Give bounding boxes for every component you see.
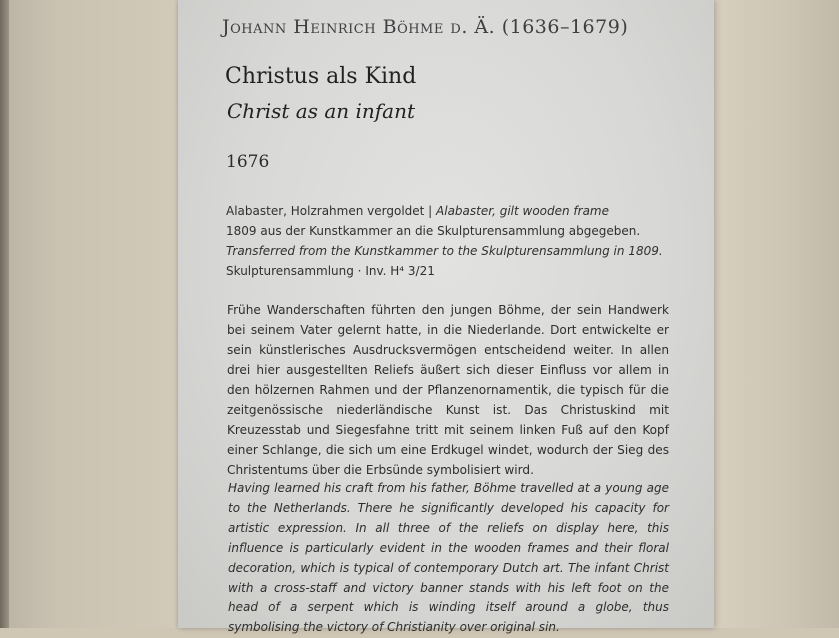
material-german: Alabaster, Holzrahmen vergoldet | <box>226 204 437 218</box>
inventory-number: Skulpturensammlung · Inv. H⁴ 3/21 <box>226 264 435 278</box>
artwork-details <box>226 201 686 281</box>
wall-edge-shadow <box>0 0 9 628</box>
provenance-english: Transferred from the Kunstkammer to the Skulpturensammlung in 1809. <box>226 244 663 258</box>
provenance-german: 1809 aus der Kunstkammer an die Skulpturensammlung abgegeben. <box>226 224 641 238</box>
description-german: Frühe Wanderschaften führten den jungen Böhme, der sein Handwerk bei seinem Vater gelernt hatte, in die Niederlande. Dort entwickelte er sein künstlerisches Ausdrucksvermögen entscheidend weiter. In allen drei hier ausgestellten Reliefs äußert sich dieser Einfluss vor allem in den hölzernen Rahmen und der Pflanzenornamentik, die typisch für die zeitgenössische niederländische Kunst ist. Das Christuskind mit Kreuzesstab und Siegesfahne tritt mit seinem linken Fuß auf den Kopf einer Schlange, die sich um eine Erdkugel windet, wodurch der Sieg des Christentums über die Erbsünde symbolisiert wird. <box>227 303 669 477</box>
museum-label-panel <box>178 0 714 635</box>
material-line <box>226 201 686 221</box>
description-english: Having learned his craft from his father, Böhme travelled at a young age to the Netherlands. There he significantly developed his capacity for artistic expression. In all three of the reliefs on display here, this influence is particularly evident in the wooden frames and their floral decoration, which is typical of contemporary Dutch art. The infant Christ with a cross-staff and victory banner stands with his left foot on the head of a serpent which is winding itself around a globe, thus symbolising the victory of Christianity over original sin. <box>228 481 669 635</box>
title-english: Christ as an infant <box>227 99 416 123</box>
title-german: Christus als Kind <box>225 64 417 89</box>
artwork-year: 1676 <box>226 152 270 172</box>
material-english: Alabaster, gilt wooden frame <box>436 204 610 218</box>
artist-name: Johann Heinrich Böhme d. Ä. (1636–1679) <box>222 16 629 38</box>
